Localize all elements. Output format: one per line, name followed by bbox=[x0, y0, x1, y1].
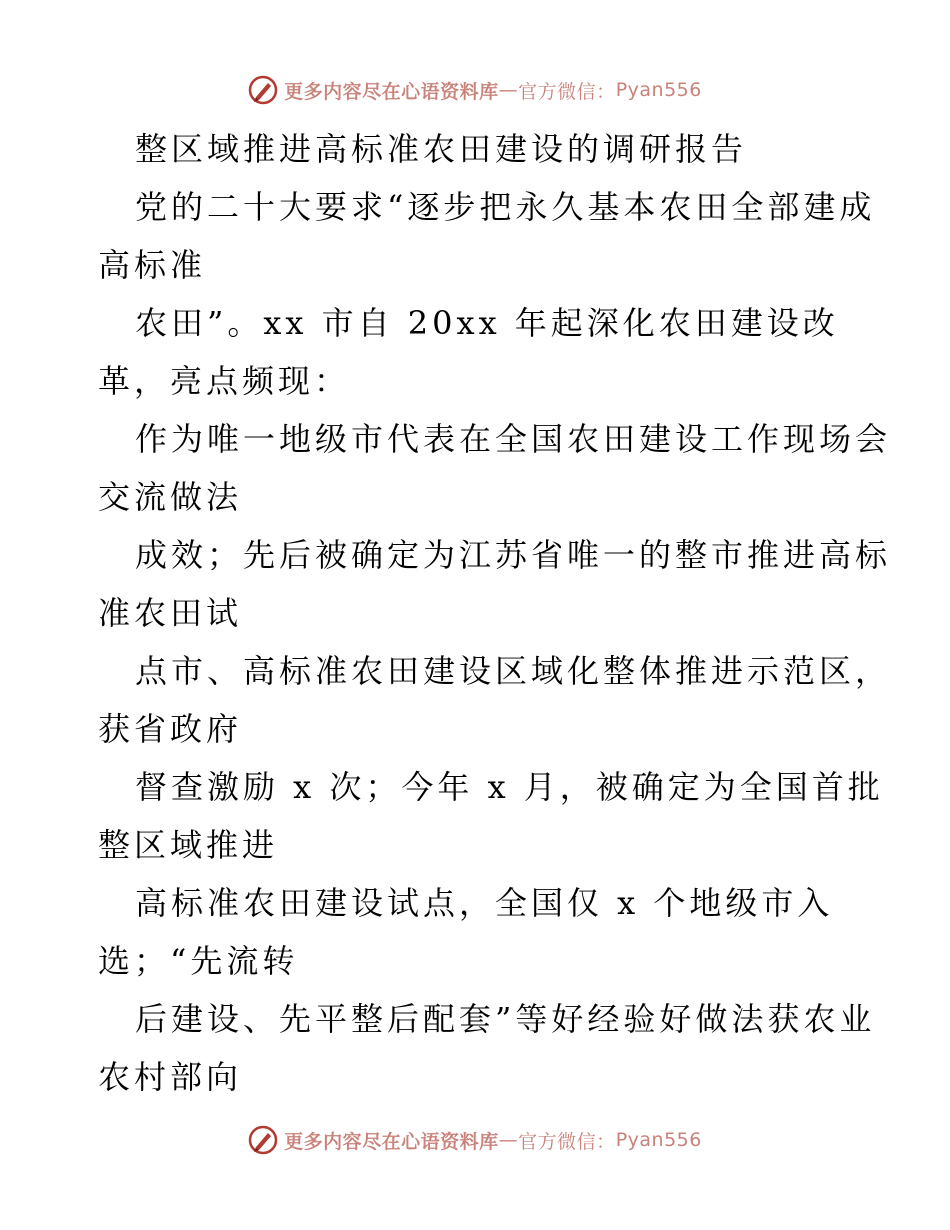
text-line: 督查激励 x 次；今年 x 月，被确定为全国首批 bbox=[135, 768, 884, 806]
header-banner-dash: — bbox=[498, 79, 519, 101]
text-line: 整区域推进 bbox=[98, 826, 279, 864]
text-line: 农村部向 bbox=[98, 1058, 243, 1096]
footer-banner-title: 更多内容尽在心语资料库 bbox=[284, 1130, 499, 1153]
text-line: 党的二十大要求“逐步把永久基本农田全部建成 bbox=[135, 188, 876, 226]
text-line: 高标准 bbox=[98, 246, 207, 284]
text-line: 作为唯一地级市代表在全国农田建设工作现场会 bbox=[135, 420, 892, 458]
document-title: 整区域推进高标准农田建设的调研报告 bbox=[135, 130, 748, 168]
text-line: 农田”。xx 市自 20xx 年起深化农田建设改 bbox=[135, 304, 839, 342]
header-watermark-banner bbox=[0, 70, 950, 110]
header-banner-title: 更多内容尽在心语资料库 bbox=[284, 80, 499, 103]
text-line: 交流做法 bbox=[98, 478, 243, 516]
pen-logo-icon bbox=[248, 1125, 278, 1155]
document-body bbox=[98, 120, 892, 1106]
footer-banner-dash: — bbox=[498, 1129, 519, 1151]
text-line: 获省政府 bbox=[98, 710, 243, 748]
text-line: 准农田试 bbox=[98, 594, 243, 632]
text-line: 成效；先后被确定为江苏省唯一的整市推进高标 bbox=[135, 536, 892, 574]
text-line: 点市、高标准农田建设区域化整体推进示范区， bbox=[135, 652, 892, 690]
text-line: 后建设、先平整后配套”等好经验好做法获农业 bbox=[135, 1000, 876, 1038]
pen-logo-icon bbox=[248, 75, 278, 105]
footer-banner-wechat-label: 官方微信： bbox=[518, 1130, 616, 1153]
header-banner-wechat-label: 官方微信： bbox=[518, 80, 616, 103]
text-line: 革，亮点频现： bbox=[98, 362, 351, 400]
footer-watermark-banner bbox=[0, 1120, 950, 1160]
header-banner-wechat-id: Pyan556 bbox=[615, 79, 702, 101]
text-line: 高标准农田建设试点，全国仅 x 个地级市入 bbox=[135, 884, 834, 922]
text-line: 选；“先流转 bbox=[98, 942, 299, 980]
footer-banner-wechat-id: Pyan556 bbox=[615, 1129, 702, 1151]
